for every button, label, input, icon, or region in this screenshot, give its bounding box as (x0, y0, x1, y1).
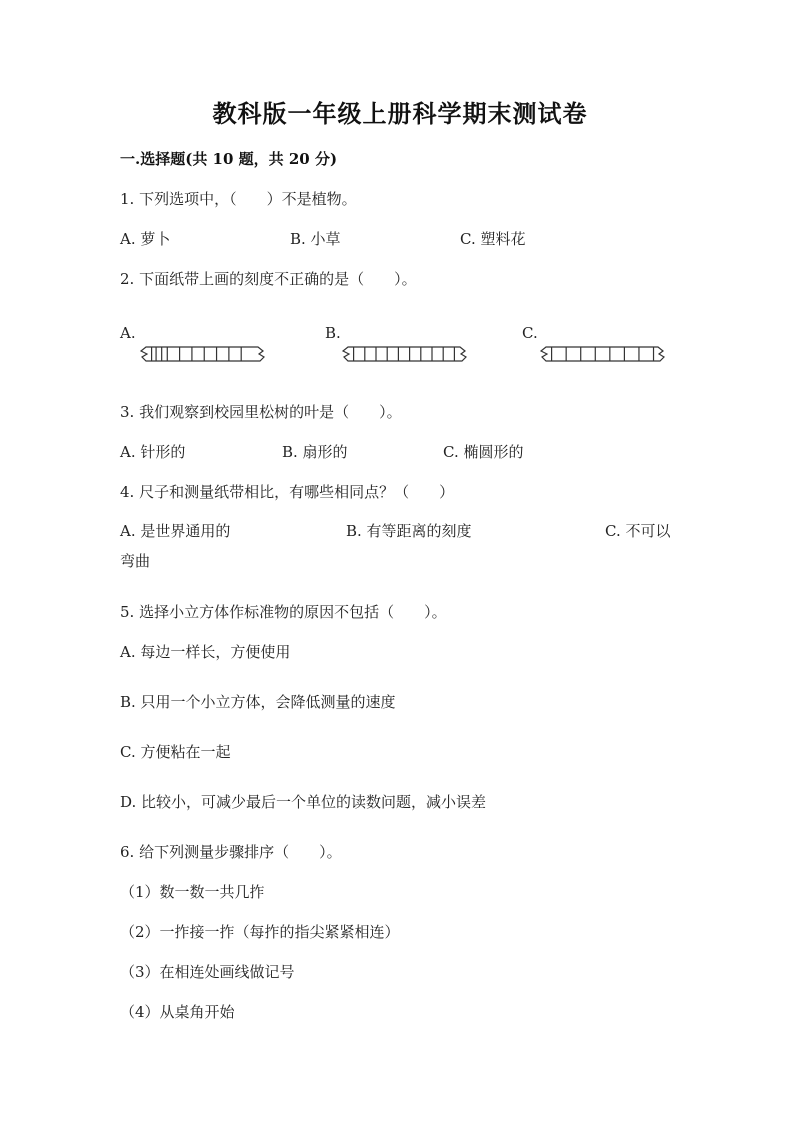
ruler-strip-outline (541, 347, 664, 361)
q6-step-3: （3）在相连处画线做记号 (120, 963, 295, 981)
ruler-strip-outline (343, 347, 466, 361)
q5-option-d: D. 比较小，可减少最后一个单位的读数问题，减小误差 (120, 793, 487, 811)
q6-step-4: （4）从桌角开始 (120, 1003, 235, 1021)
q2-option-b: B. (325, 324, 341, 342)
q4-option-a: A. 是世界通用的 (120, 522, 231, 540)
q5-option-a: A. 每边一样长，方便使用 (120, 643, 291, 661)
page-title: 教科版一年级上册科学期末测试卷 (212, 99, 588, 128)
q6-step-2: （2）一拃接一拃（每拃的指尖紧紧相连） (120, 923, 400, 941)
q4-option-b: B. 有等距离的刻度 (346, 522, 472, 540)
question-1-stem: 1. 下列选项中，（ ）不是植物。 (120, 190, 357, 208)
q2-option-c: C. (522, 324, 538, 342)
question-5-stem: 5. 选择小立方体作标准物的原因不包括（ ）。 (120, 603, 447, 621)
ruler-b-diagram (342, 343, 468, 365)
q5-option-c: C. 方便粘在一起 (120, 743, 231, 761)
question-6-stem: 6. 给下列测量步骤排序（ ）。 (120, 843, 342, 861)
q3-option-a: A. 针形的 (120, 443, 186, 461)
question-4-stem: 4. 尺子和测量纸带相比，有哪些相同点？（ ） (120, 483, 455, 501)
ruler-c-ticks (541, 347, 664, 361)
ruler-b-ticks (343, 347, 466, 361)
q5-option-b: B. 只用一个小立方体，会降低测量的速度 (120, 693, 396, 711)
q2-option-a: A. (120, 324, 136, 342)
q4-option-c-continued: 弯曲 (120, 552, 151, 570)
q3-option-b: B. 扇形的 (282, 443, 348, 461)
section-heading: 一.选择题(共 10 题，共 20 分) (120, 150, 338, 168)
question-3-stem: 3. 我们观察到校园里松树的叶是（ ）。 (120, 403, 402, 421)
ruler-a-ticks (141, 347, 264, 361)
q1-option-b: B. 小草 (290, 230, 341, 248)
q3-option-c: C. 椭圆形的 (443, 443, 524, 461)
q1-option-a: A. 萝卜 (120, 230, 171, 248)
question-2-stem: 2. 下面纸带上画的刻度不正确的是（ ）。 (120, 270, 417, 288)
ruler-c-diagram (540, 343, 666, 365)
q6-step-1: （1）数一数一共几拃 (120, 883, 265, 901)
ruler-strip-outline (141, 347, 264, 361)
q1-option-c: C. 塑料花 (460, 230, 526, 248)
ruler-a-diagram (140, 343, 266, 365)
q4-option-c: C. 不可以 (605, 522, 671, 540)
